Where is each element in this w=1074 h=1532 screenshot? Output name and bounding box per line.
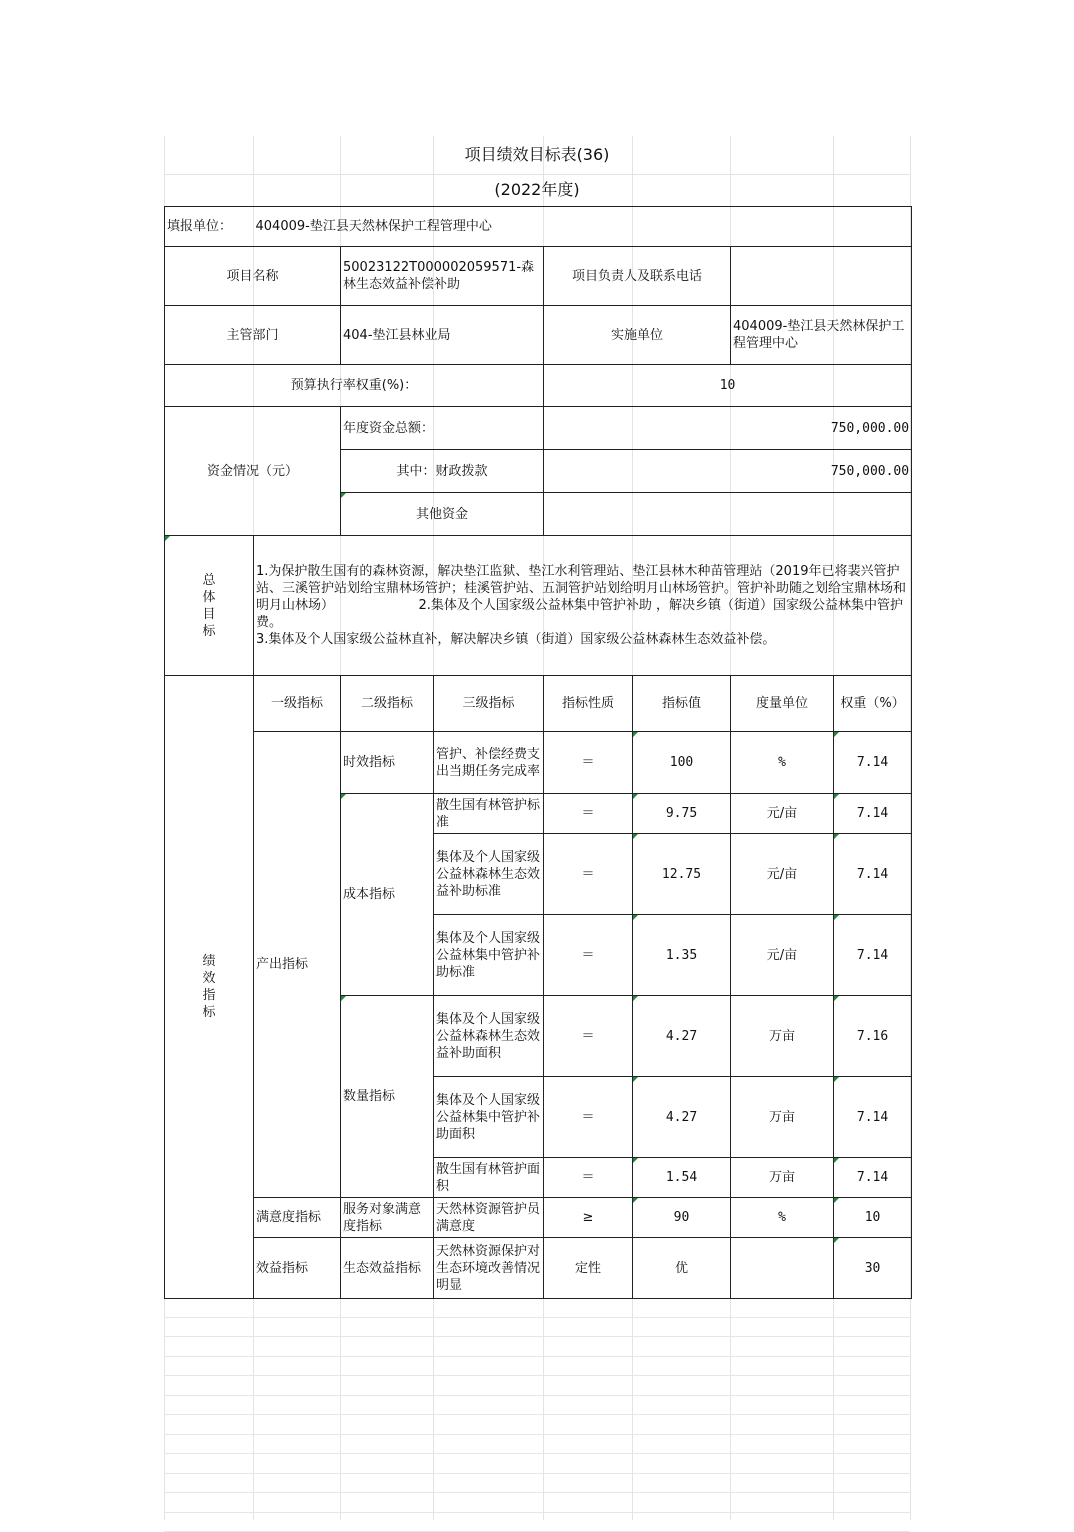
indicator-unit: 万亩: [731, 1158, 834, 1198]
performance-table: [164, 206, 912, 1299]
funds-fiscal-label: 其中：财政拨款: [341, 450, 544, 493]
indicator-weight: 7.14: [834, 834, 912, 915]
goal-label: 总体目标: [165, 536, 254, 676]
indicator-nature: ＝: [544, 996, 633, 1077]
indicator-name: 集体及个人国家级公益林森林生态效益补助面积: [434, 996, 544, 1077]
indicator-unit: 元/亩: [731, 915, 834, 996]
indicator-unit: %: [731, 732, 834, 794]
indicator-nature: ＝: [544, 732, 633, 794]
indicator-unit: [731, 1238, 834, 1299]
subgroup-service: 服务对象满意度指标: [341, 1198, 434, 1238]
indicator-weight: 10: [834, 1198, 912, 1238]
subgroup-eco: 生态效益指标: [341, 1238, 434, 1299]
funds-fiscal-value: 750,000.00: [544, 450, 912, 493]
indicator-weight: 7.14: [834, 915, 912, 996]
indicator-name: 集体及个人国家级公益林森林生态效益补助标准: [434, 834, 544, 915]
indicator-unit: 万亩: [731, 996, 834, 1077]
dept-value: 404-垫江县林业局: [341, 306, 544, 365]
group-output: 产出指标: [254, 732, 341, 1198]
indicator-unit: 元/亩: [731, 794, 834, 834]
project-name-value: 50023122T000002059571-森林生态效益补偿补助: [341, 247, 544, 306]
subgroup-time: 时效指标: [341, 732, 434, 794]
funds-total-value: 750,000.00: [544, 407, 912, 450]
impl-value: 404009-垫江县天然林保护工程管理中心: [731, 306, 912, 365]
indicator-value: 1.35: [633, 915, 731, 996]
indicator-weight: 7.14: [834, 732, 912, 794]
dept-label: 主管部门: [165, 306, 341, 365]
indicator-weight: 7.14: [834, 794, 912, 834]
unit-value: 404009-垫江县天然林保护工程管理中心: [254, 207, 912, 247]
header-unit: 度量单位: [731, 676, 834, 732]
funds-total-label: 年度资金总额：: [341, 407, 544, 450]
indicator-value: 12.75: [633, 834, 731, 915]
empty-sheet-rows: [164, 1298, 910, 1520]
indicator-unit: 元/亩: [731, 834, 834, 915]
header-level3: 三级指标: [434, 676, 544, 732]
funds-other-value: [544, 493, 912, 536]
indicator-name: 集体及个人国家级公益林集中管护补助面积: [434, 1077, 544, 1158]
page-title: 项目绩效目标表(36): [164, 136, 910, 175]
indicator-nature: ≥: [544, 1198, 633, 1238]
header-nature: 指标性质: [544, 676, 633, 732]
header-weight: 权重（%）: [834, 676, 912, 732]
funds-label: 资金情况（元）: [165, 407, 341, 536]
indicator-nature: 定性: [544, 1238, 633, 1299]
indicator-name: 天然林资源管护员满意度: [434, 1198, 544, 1238]
indicator-name: 散生国有林管护标准: [434, 794, 544, 834]
impl-label: 实施单位: [544, 306, 731, 365]
goal-text: 1.为保护散生国有的森林资源，解决垫江监狱、垫江水利管理站、垫江县林木种苗管理站（2019年已将裴兴管护站、三溪管护站划给宝鼎林场管护；桂溪管护站、五洞管护站划给明月山林场管护。管护补助随之划给宝鼎林场和明月山林场） 2.集体及个人国家级公益林集中管护补助 ，解决乡镇（街道）国家级公益林集中管护费。 3.集体及个人国家级公益林直补，解决解决乡镇（街道）国家级公益林森林生态效益补偿。: [254, 536, 912, 676]
indicator-value: 4.27: [633, 1077, 731, 1158]
indicator-unit: %: [731, 1198, 834, 1238]
indicator-weight: 7.14: [834, 1077, 912, 1158]
indicator-value: 9.75: [633, 794, 731, 834]
page-year: (2022年度): [164, 174, 910, 207]
indicator-name: 散生国有林管护面积: [434, 1158, 544, 1198]
indicator-name: 集体及个人国家级公益林集中管护补助标准: [434, 915, 544, 996]
indicator-value: 90: [633, 1198, 731, 1238]
project-name-label: 项目名称: [165, 247, 341, 306]
group-benefit: 效益指标: [254, 1238, 341, 1299]
indicator-unit: 万亩: [731, 1077, 834, 1158]
indicator-name: 管护、补偿经费支出当期任务完成率: [434, 732, 544, 794]
indicator-value: 4.27: [633, 996, 731, 1077]
subgroup-cost: 成本指标: [341, 794, 434, 996]
indicator-name: 天然林资源保护对生态环境改善情况明显: [434, 1238, 544, 1299]
indicator-nature: ＝: [544, 915, 633, 996]
weight-label: 预算执行率权重(%)：: [165, 365, 544, 407]
indicators-section-label: 绩效指标: [165, 676, 254, 1299]
group-satisfaction: 满意度指标: [254, 1198, 341, 1238]
indicator-value: 100: [633, 732, 731, 794]
indicator-nature: ＝: [544, 794, 633, 834]
funds-other-label: 其他资金: [341, 493, 544, 536]
indicator-nature: ＝: [544, 834, 633, 915]
subgroup-quantity: 数量指标: [341, 996, 434, 1198]
indicator-value: 1.54: [633, 1158, 731, 1198]
indicator-weight: 7.16: [834, 996, 912, 1077]
header-value: 指标值: [633, 676, 731, 732]
weight-value: 10: [544, 365, 912, 407]
indicator-weight: 7.14: [834, 1158, 912, 1198]
header-level2: 二级指标: [341, 676, 434, 732]
indicator-weight: 30: [834, 1238, 912, 1299]
project-contact-label: 项目负责人及联系电话: [544, 247, 731, 306]
project-contact-value: [731, 247, 912, 306]
indicator-value: 优: [633, 1238, 731, 1299]
indicator-nature: ＝: [544, 1077, 633, 1158]
unit-label: 填报单位：: [165, 207, 254, 247]
indicator-nature: ＝: [544, 1158, 633, 1198]
header-level1: 一级指标: [254, 676, 341, 732]
